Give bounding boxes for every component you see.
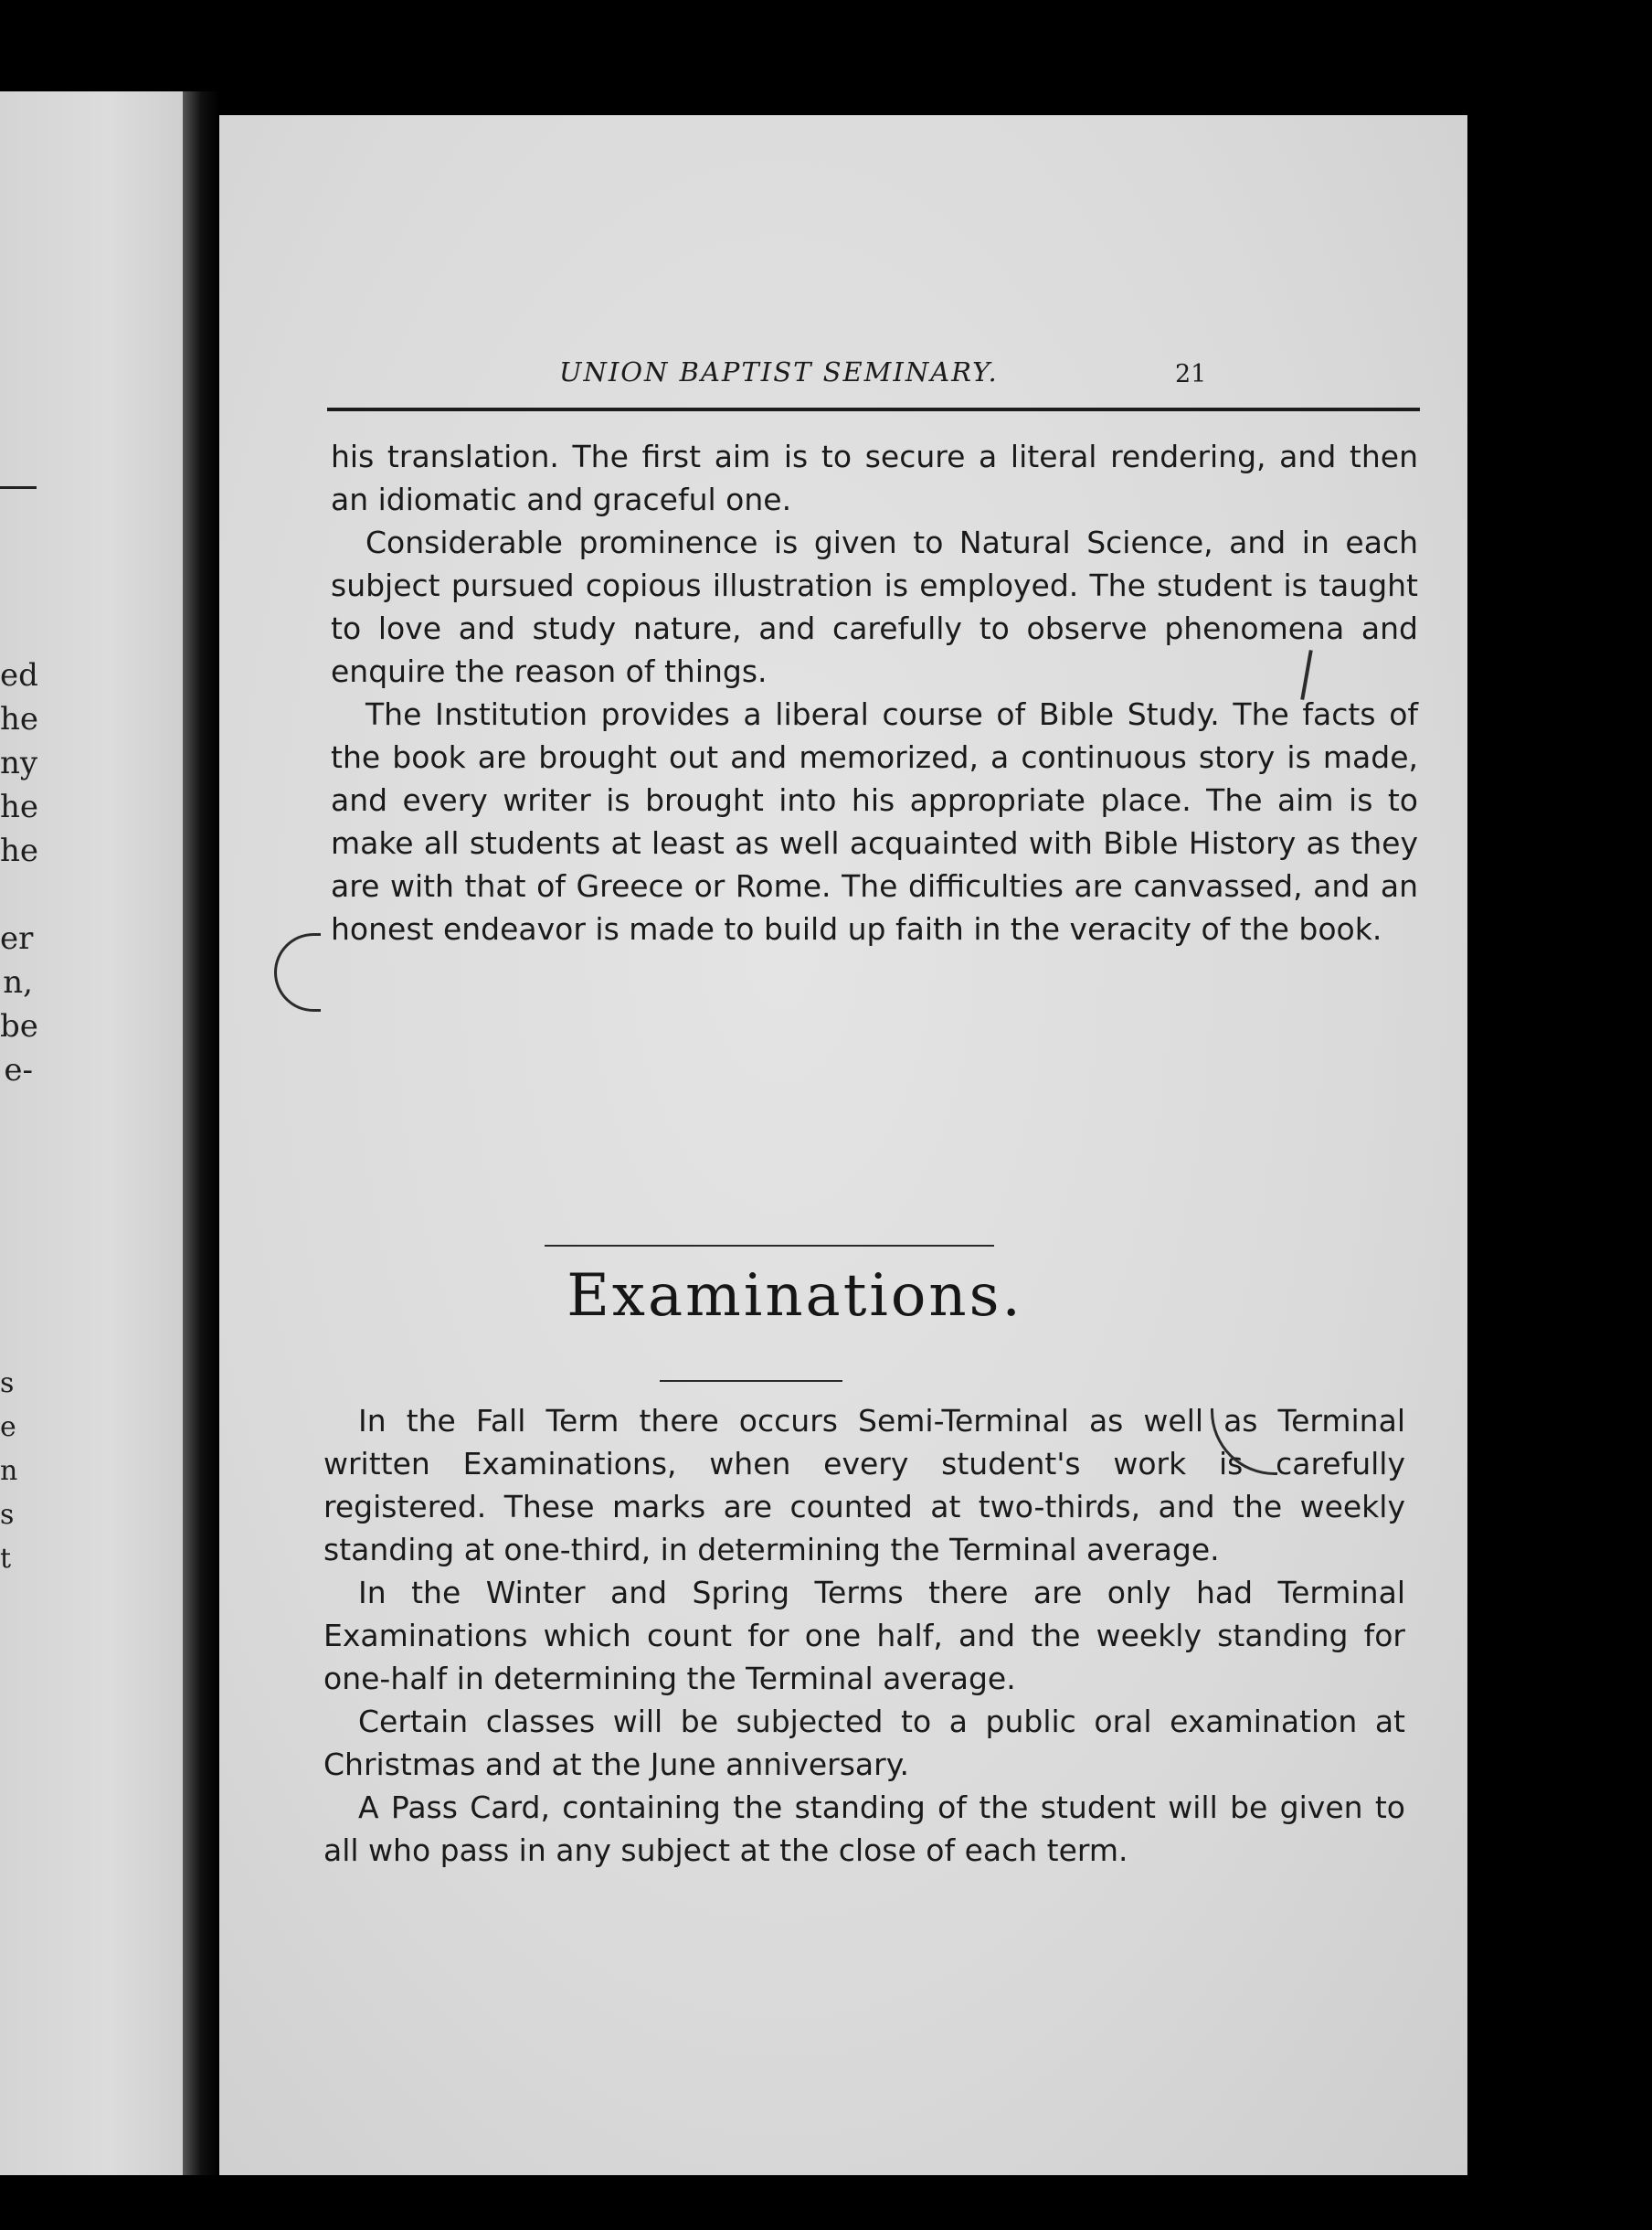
paragraph: Considerable prominence is given to Natural Science, and in each subject pursued copious illustration is employed. The student is taught to love and study nature, and carefully to observe phenomena and enquire the reason of things. [331,525,1418,689]
header-rule [327,408,1420,411]
left-fragment: he [0,701,39,738]
handwritten-bracket-mark [274,933,321,1012]
paragraph: In the Fall Term there occurs Semi-Terminal as well as Terminal written Examinations, when every student's work is carefully registered. These marks are counted at two-thirds, and the weekly standing at one-third, in determining the Terminal average. [323,1403,1405,1567]
book-gutter [183,91,219,2175]
paragraph: In the Winter and Spring Terms there are only had Terminal Examinations which count for one half, and the weekly standing for one-half in determining the Terminal average. [323,1575,1405,1696]
left-fragment: he [0,833,39,869]
body-text-bottom [323,1399,1405,1872]
section-divider-bottom [660,1380,842,1382]
running-head: UNION BAPTIST SEMINARY. [559,356,999,388]
left-fragment: er [0,920,34,957]
left-fragment: be [0,1008,38,1045]
left-fragment: s [0,1367,15,1399]
paragraph: Certain classes will be subjected to a public oral examination at Christmas and at the June anniversary. [323,1704,1405,1782]
left-fragment: n [0,1455,18,1487]
left-facing-page [0,91,183,2175]
body-text-top [331,435,1418,950]
left-page-text-fragments [0,653,37,1092]
left-fragment: t [0,1543,12,1575]
left-fragment: ny [0,745,38,781]
left-fragment: e- [4,1052,33,1088]
left-page-text-fragments-lower [0,1362,18,1581]
bottom-border [0,2175,1652,2230]
left-fragment: e [0,1411,16,1443]
left-fragment: n, [3,964,33,1001]
left-fragment [0,873,37,917]
left-fragment: ed [0,657,38,694]
main-page [219,115,1467,2175]
left-page-rule [0,486,37,489]
paragraph: his translation. The first aim is to secure a literal rendering, and then an idiomatic and graceful one. [331,439,1418,517]
section-title: Examinations. [567,1262,1023,1330]
paragraph: A Pass Card, containing the standing of the student will be given to all who pass in any subject at the close of each term. [323,1789,1405,1868]
paragraph: The Institution provides a liberal course of Bible Study. The facts of the book are brought out and memorized, a continuous story is made, and every writer is brought into his appropriate place. The aim is to make all students at least as well acquainted with Bible History as they are with that of Greece or Rome. The difficulties are canvassed, and an honest endeavor is made to build up faith in the veracity of the book. [331,696,1418,947]
left-fragment: s [0,1499,15,1531]
page-number: 21 [1175,360,1207,388]
section-divider-top [545,1245,994,1247]
left-fragment: he [0,789,39,825]
